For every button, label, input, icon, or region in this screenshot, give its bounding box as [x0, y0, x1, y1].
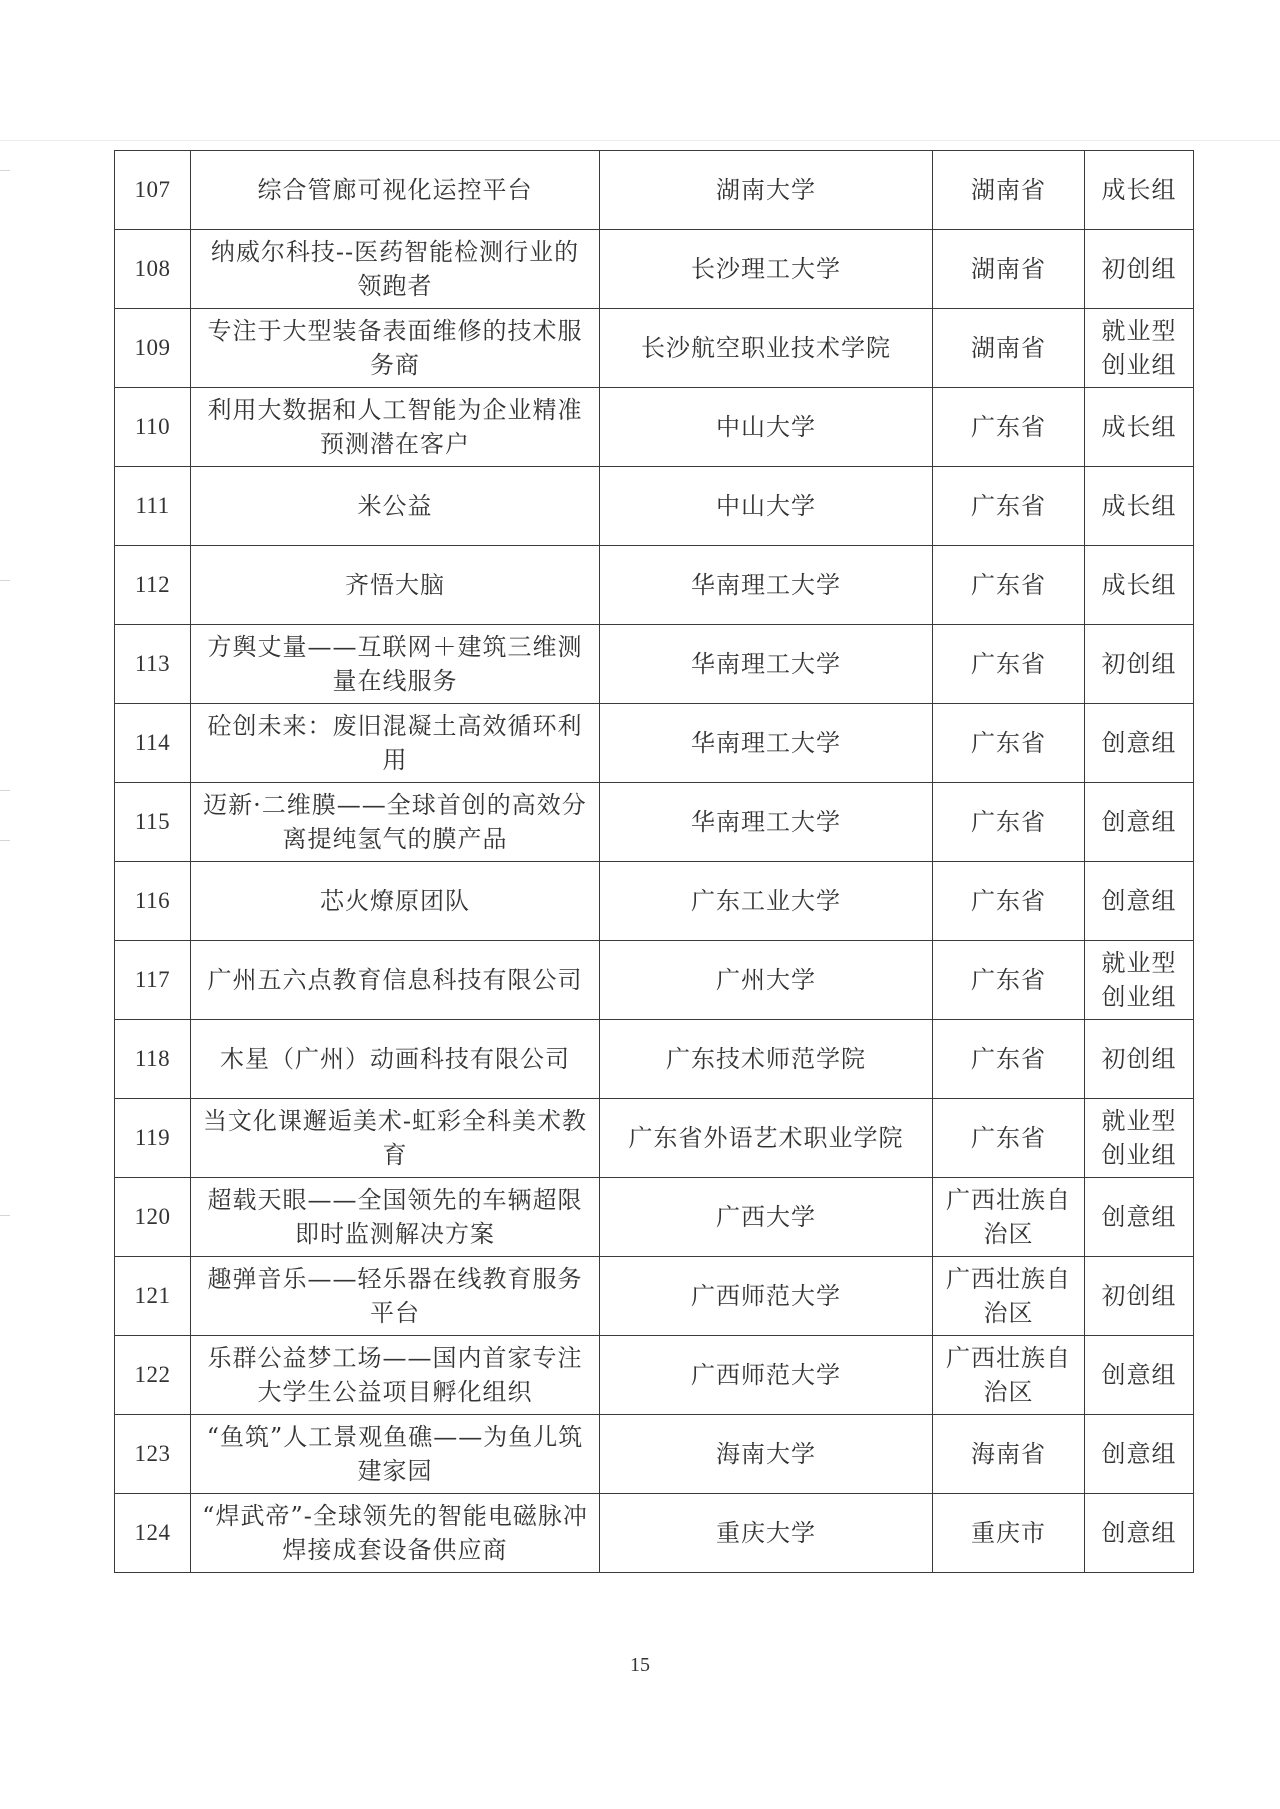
project-list-table	[114, 150, 1194, 1573]
school-name-cell: 广西师范大学	[600, 1257, 933, 1336]
table-row	[115, 1257, 1194, 1336]
group-name-cell: 初创组	[1085, 625, 1194, 704]
school-name-cell: 广东工业大学	[600, 862, 933, 941]
row-number-cell: 116	[115, 862, 191, 941]
scan-mark	[0, 170, 10, 171]
table-row	[115, 388, 1194, 467]
group-name-cell: 就业型创业组	[1085, 309, 1194, 388]
table-row	[115, 625, 1194, 704]
row-number-cell: 109	[115, 309, 191, 388]
project-name-cell: 芯火燎原团队	[191, 862, 600, 941]
project-name-cell: 米公益	[191, 467, 600, 546]
school-name-cell: 华南理工大学	[600, 625, 933, 704]
table-row	[115, 1336, 1194, 1415]
group-name-cell: 成长组	[1085, 388, 1194, 467]
school-name-cell: 广州大学	[600, 941, 933, 1020]
region-name-cell: 广东省	[933, 467, 1085, 546]
table-row	[115, 862, 1194, 941]
scan-mark	[0, 790, 10, 791]
region-name-cell: 湖南省	[933, 309, 1085, 388]
region-name-cell: 重庆市	[933, 1494, 1085, 1573]
project-name-cell: 纳威尔科技--医药智能检测行业的领跑者	[191, 230, 600, 309]
school-name-cell: 长沙理工大学	[600, 230, 933, 309]
project-name-cell: 乐群公益梦工场——国内首家专注大学生公益项目孵化组织	[191, 1336, 600, 1415]
group-name-cell: 初创组	[1085, 230, 1194, 309]
table-row	[115, 309, 1194, 388]
row-number-cell: 115	[115, 783, 191, 862]
school-name-cell: 重庆大学	[600, 1494, 933, 1573]
school-name-cell: 海南大学	[600, 1415, 933, 1494]
table-row	[115, 1178, 1194, 1257]
project-name-cell: 利用大数据和人工智能为企业精准预测潜在客户	[191, 388, 600, 467]
project-name-cell: 专注于大型装备表面维修的技术服务商	[191, 309, 600, 388]
project-name-cell: “焊武帝”-全球领先的智能电磁脉冲焊接成套设备供应商	[191, 1494, 600, 1573]
school-name-cell: 中山大学	[600, 388, 933, 467]
group-name-cell: 创意组	[1085, 1415, 1194, 1494]
scan-mark	[0, 1215, 10, 1216]
school-name-cell: 广西师范大学	[600, 1336, 933, 1415]
project-name-cell: 方舆丈量——互联网＋建筑三维测量在线服务	[191, 625, 600, 704]
region-name-cell: 广东省	[933, 941, 1085, 1020]
table-row	[115, 941, 1194, 1020]
row-number-cell: 119	[115, 1099, 191, 1178]
project-name-cell: “鱼筑”人工景观鱼礁——为鱼儿筑建家园	[191, 1415, 600, 1494]
group-name-cell: 成长组	[1085, 151, 1194, 230]
project-name-cell: 齐悟大脑	[191, 546, 600, 625]
table-row	[115, 546, 1194, 625]
region-name-cell: 广东省	[933, 1099, 1085, 1178]
group-name-cell: 成长组	[1085, 467, 1194, 546]
group-name-cell: 就业型创业组	[1085, 941, 1194, 1020]
row-number-cell: 118	[115, 1020, 191, 1099]
project-name-cell: 砼创未来：废旧混凝土高效循环利用	[191, 704, 600, 783]
project-name-cell: 当文化课邂逅美术-虹彩全科美术教育	[191, 1099, 600, 1178]
region-name-cell: 湖南省	[933, 151, 1085, 230]
scan-mark	[0, 840, 10, 841]
school-name-cell: 华南理工大学	[600, 704, 933, 783]
group-name-cell: 创意组	[1085, 1336, 1194, 1415]
group-name-cell: 创意组	[1085, 862, 1194, 941]
region-name-cell: 广东省	[933, 704, 1085, 783]
row-number-cell: 124	[115, 1494, 191, 1573]
row-number-cell: 114	[115, 704, 191, 783]
region-name-cell: 广东省	[933, 625, 1085, 704]
group-name-cell: 成长组	[1085, 546, 1194, 625]
region-name-cell: 广西壮族自治区	[933, 1257, 1085, 1336]
school-name-cell: 广西大学	[600, 1178, 933, 1257]
table-row	[115, 1415, 1194, 1494]
project-name-cell: 综合管廊可视化运控平台	[191, 151, 600, 230]
row-number-cell: 111	[115, 467, 191, 546]
row-number-cell: 117	[115, 941, 191, 1020]
group-name-cell: 创意组	[1085, 783, 1194, 862]
table-row	[115, 1020, 1194, 1099]
group-name-cell: 创意组	[1085, 1178, 1194, 1257]
group-name-cell: 创意组	[1085, 1494, 1194, 1573]
group-name-cell: 就业型创业组	[1085, 1099, 1194, 1178]
table-row	[115, 467, 1194, 546]
region-name-cell: 湖南省	[933, 230, 1085, 309]
project-name-cell: 广州五六点教育信息科技有限公司	[191, 941, 600, 1020]
page-header-rule	[0, 140, 1280, 141]
row-number-cell: 110	[115, 388, 191, 467]
school-name-cell: 湖南大学	[600, 151, 933, 230]
school-name-cell: 中山大学	[600, 467, 933, 546]
project-name-cell: 超载天眼——全国领先的车辆超限即时监测解决方案	[191, 1178, 600, 1257]
row-number-cell: 107	[115, 151, 191, 230]
project-name-cell: 木星（广州）动画科技有限公司	[191, 1020, 600, 1099]
region-name-cell: 广东省	[933, 783, 1085, 862]
school-name-cell: 华南理工大学	[600, 783, 933, 862]
table-row	[115, 1099, 1194, 1178]
row-number-cell: 120	[115, 1178, 191, 1257]
table-body	[115, 151, 1194, 1573]
region-name-cell: 广西壮族自治区	[933, 1336, 1085, 1415]
region-name-cell: 海南省	[933, 1415, 1085, 1494]
school-name-cell: 华南理工大学	[600, 546, 933, 625]
scan-mark	[0, 580, 10, 581]
group-name-cell: 初创组	[1085, 1257, 1194, 1336]
page-number: 15	[630, 1654, 650, 1676]
region-name-cell: 广东省	[933, 1020, 1085, 1099]
row-number-cell: 121	[115, 1257, 191, 1336]
table-row	[115, 783, 1194, 862]
project-name-cell: 趣弹音乐——轻乐器在线教育服务平台	[191, 1257, 600, 1336]
school-name-cell: 广东省外语艺术职业学院	[600, 1099, 933, 1178]
project-name-cell: 迈新·二维膜——全球首创的高效分离提纯氢气的膜产品	[191, 783, 600, 862]
row-number-cell: 108	[115, 230, 191, 309]
table-row	[115, 704, 1194, 783]
region-name-cell: 广东省	[933, 546, 1085, 625]
group-name-cell: 初创组	[1085, 1020, 1194, 1099]
school-name-cell: 长沙航空职业技术学院	[600, 309, 933, 388]
region-name-cell: 广东省	[933, 388, 1085, 467]
row-number-cell: 122	[115, 1336, 191, 1415]
region-name-cell: 广西壮族自治区	[933, 1178, 1085, 1257]
school-name-cell: 广东技术师范学院	[600, 1020, 933, 1099]
group-name-cell: 创意组	[1085, 704, 1194, 783]
table-row	[115, 230, 1194, 309]
row-number-cell: 123	[115, 1415, 191, 1494]
row-number-cell: 113	[115, 625, 191, 704]
row-number-cell: 112	[115, 546, 191, 625]
table-row	[115, 151, 1194, 230]
table-row	[115, 1494, 1194, 1573]
region-name-cell: 广东省	[933, 862, 1085, 941]
